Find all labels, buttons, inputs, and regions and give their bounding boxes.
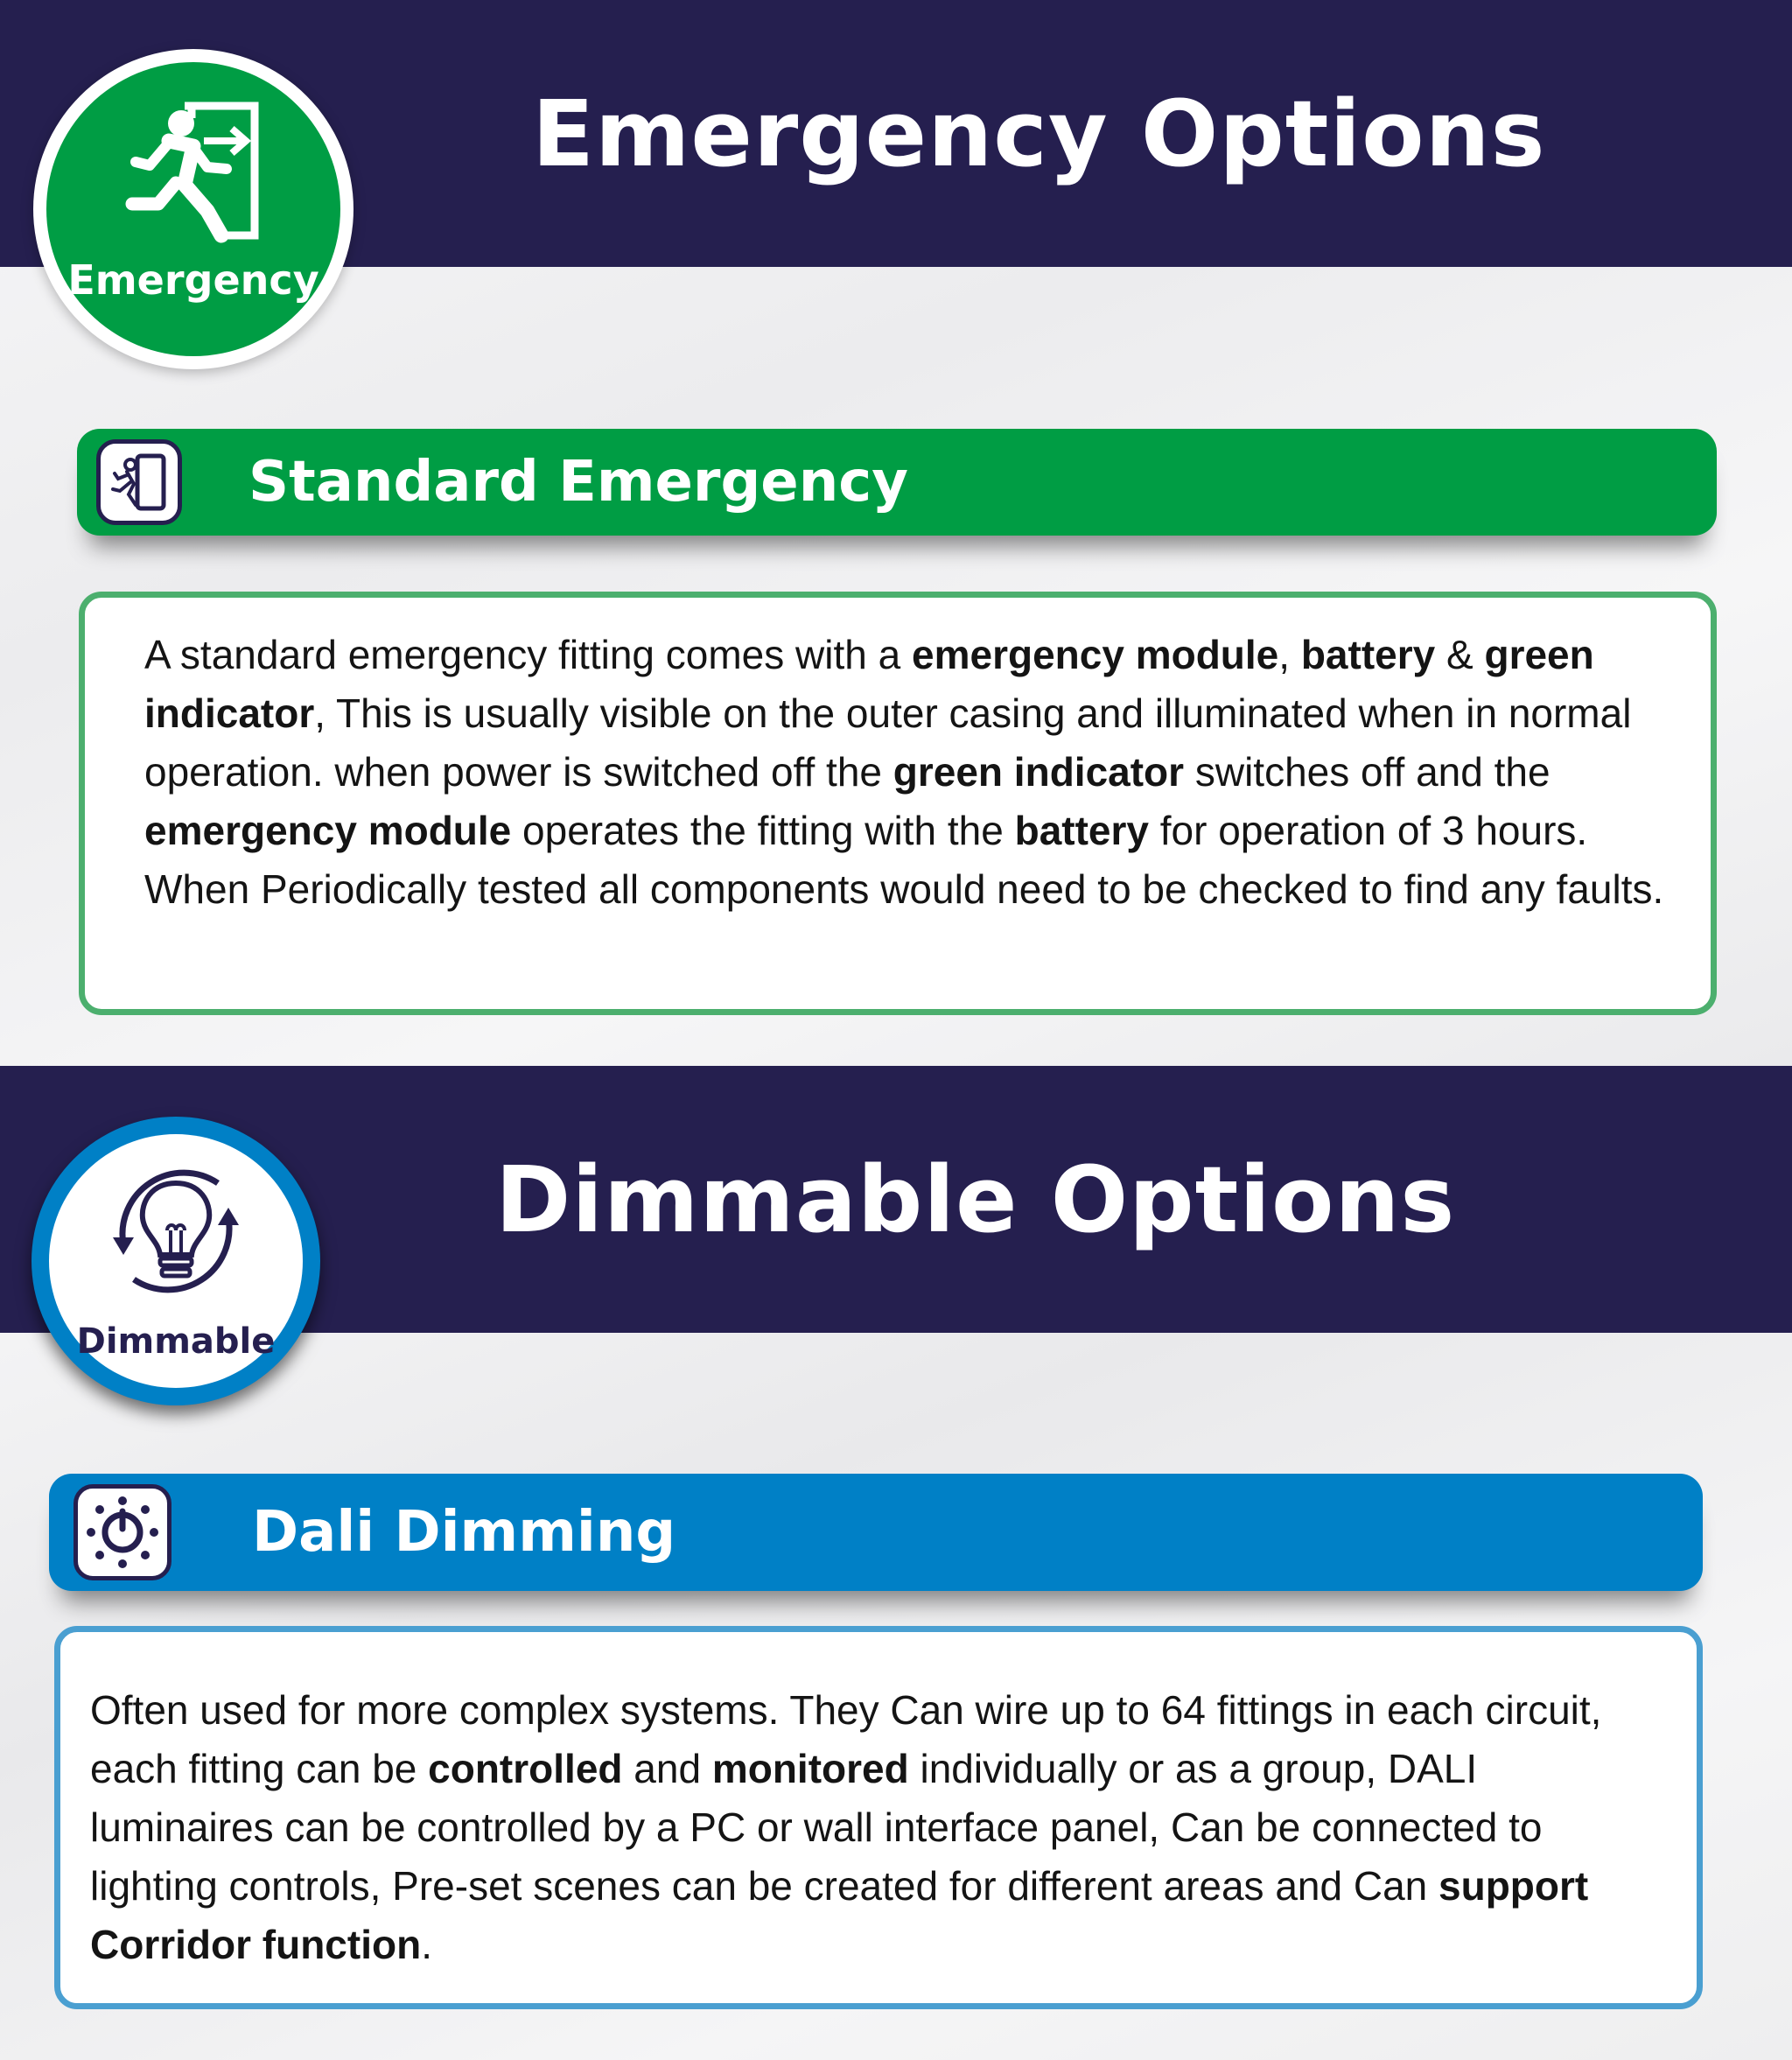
dali-dimming-title: Dali Dimming [252, 1500, 676, 1565]
text-run: operates the fitting with the [511, 808, 1015, 853]
bold-text-run: battery [1300, 632, 1436, 677]
emergency-badge-inner [46, 62, 340, 356]
text-run: individually or as a group, DALI luminaires can be controlled by a PC or wall interface panel, Can be connected to lighting controls, Pre-set scenes can be created for different areas and Can [90, 1746, 1543, 1909]
bold-text-run: emergency module [912, 632, 1279, 677]
exit-door-icon-box [96, 439, 182, 525]
running-exit-icon [123, 97, 281, 246]
text-run: & [1435, 632, 1485, 677]
dimmer-dial-icon-box [74, 1484, 172, 1580]
dimmer-dial-icon [78, 1489, 167, 1576]
text-run: for operation of 3 hours. When Periodically tested all components would need to be checked to find any faults. [144, 808, 1664, 912]
bold-text-run: monitored [711, 1746, 909, 1791]
bold-text-run: support Corridor function [90, 1863, 1589, 1967]
dali-dimming-bar [49, 1474, 1703, 1591]
standard-emergency-title: Standard Emergency [248, 450, 908, 515]
emergency-title: Emergency Options [532, 81, 1546, 187]
bold-text-run: battery [1014, 808, 1149, 853]
lightbulb-cycle-icon [88, 1157, 263, 1306]
emergency-badge-label: Emergency [67, 256, 319, 304]
text-run: , [1278, 632, 1301, 677]
text-run: and [622, 1746, 712, 1791]
bold-text-run: emergency module [144, 808, 512, 853]
bold-text-run: green indicator [144, 632, 1594, 736]
dali-dimming-description [54, 1626, 1703, 2009]
text-run: , This is usually visible on the outer casing and illuminated when in normal operation. when power is switched off the [144, 690, 1632, 795]
dali-dimming-paragraph [90, 1681, 1662, 1974]
dimmable-badge-label: Dimmable [76, 1321, 276, 1362]
bold-text-run: green indicator [892, 749, 1185, 795]
text-run: Often used for more complex systems. They Can wire up to 64 fittings in each circuit, each fitting can be [90, 1687, 1602, 1791]
emergency-badge [33, 49, 354, 369]
dimmable-badge-inner [49, 1134, 303, 1388]
text-run: switches off and the [1184, 749, 1550, 795]
standard-emergency-bar [77, 429, 1717, 536]
standard-emergency-paragraph [144, 626, 1676, 919]
text-run: A standard emergency fitting comes with a [144, 632, 912, 677]
standard-emergency-description [79, 592, 1717, 1015]
text-run: . [421, 1922, 432, 1967]
bold-text-run: controlled [428, 1746, 623, 1791]
dimmable-badge [32, 1117, 320, 1405]
dimmable-title: Dimmable Options [495, 1146, 1456, 1253]
exit-door-icon [101, 444, 178, 521]
